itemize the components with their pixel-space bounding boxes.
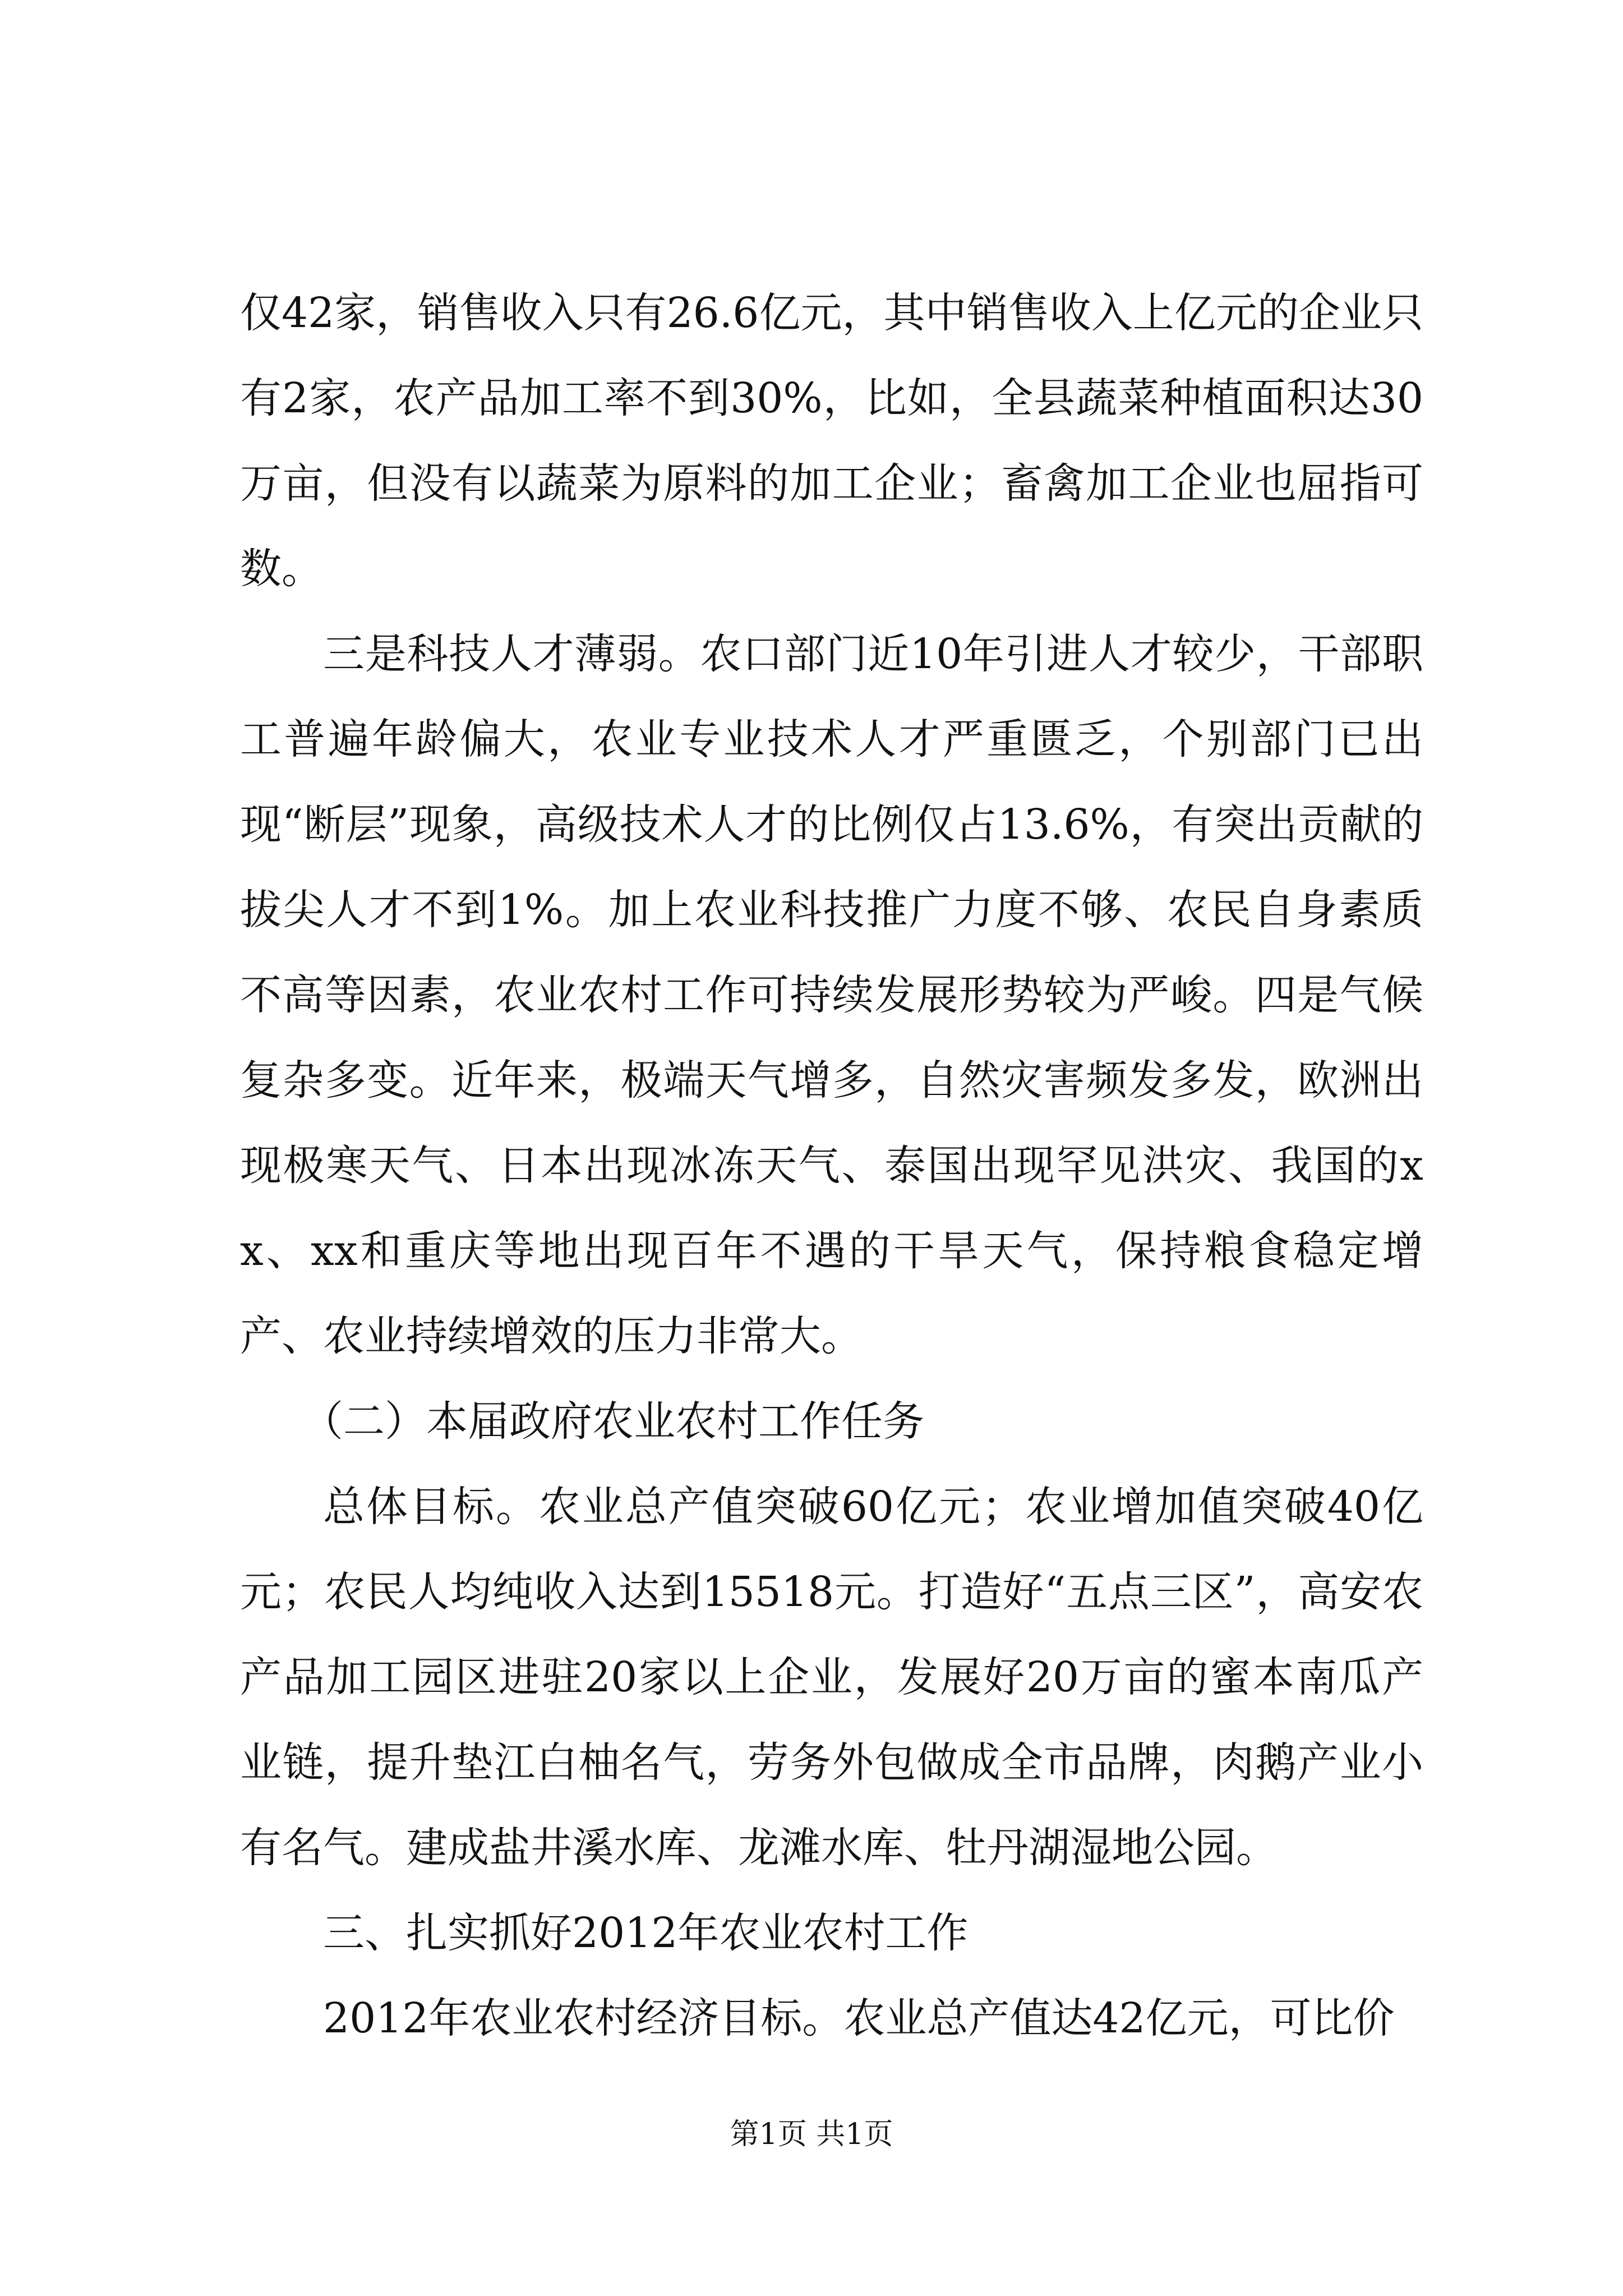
section-heading-2012-work: 三、扎实抓好2012年农业农村工作 <box>323 1909 969 1957</box>
section-heading-government-tasks: （二）本届政府农业农村工作任务 <box>302 1397 924 1446</box>
document-body <box>240 270 1423 2061</box>
paragraph-2012-economic-targets: 2012年农业农村经济目标。农业总产值达42亿元，可比价 <box>323 1994 1395 2042</box>
paragraph-overall-goals: 总体目标。农业总产值突破60亿元；农业增加值突破40亿元；农民人均纯收入达到15518元。打造好“五点三区”，高安农产品加工园区进驻20家以上企业，发展好20万亩的蜜本南瓜产业链，提升垫江白柚名气，劳务外包做成全市品牌，肉鹅产业小有名气。建成盐井溪水库、龙滩水库、牡丹湖湿地公园。 <box>240 1483 1423 1872</box>
paragraph-talent-and-climate: 三是科技人才薄弱。农口部门近10年引进人才较少，干部职工普遍年龄偏大，农业专业技术人才严重匮乏，个别部门已出现“断层”现象，高级技术人才的比例仅占13.6%，有突出贡献的拔尖人才不到1%。加上农业科技推广力度不够、农民自身素质不高等因素，农业农村工作可持续发展形势较为严峻。四是气候复杂多变。近年来，极端天气增多，自然灾害频发多发，欧洲出现极寒天气、日本出现冰冻天气、泰国出现罕见洪灾、我国的xx、xx和重庆等地出现百年不遇的干旱天气，保持粮食稳定增产、农业持续增效的压力非常大。 <box>240 630 1423 1360</box>
paragraph-processing-enterprises: 仅42家，销售收入只有26.6亿元，其中销售收入上亿元的企业只有2家，农产品加工率不到30%，比如，全县蔬菜种植面积达30万亩，但没有以蔬菜为原料的加工企业；畜禽加工企业也屈指可数。 <box>240 289 1423 593</box>
page-number-footer: 第1页 共1页 <box>730 2118 893 2151</box>
